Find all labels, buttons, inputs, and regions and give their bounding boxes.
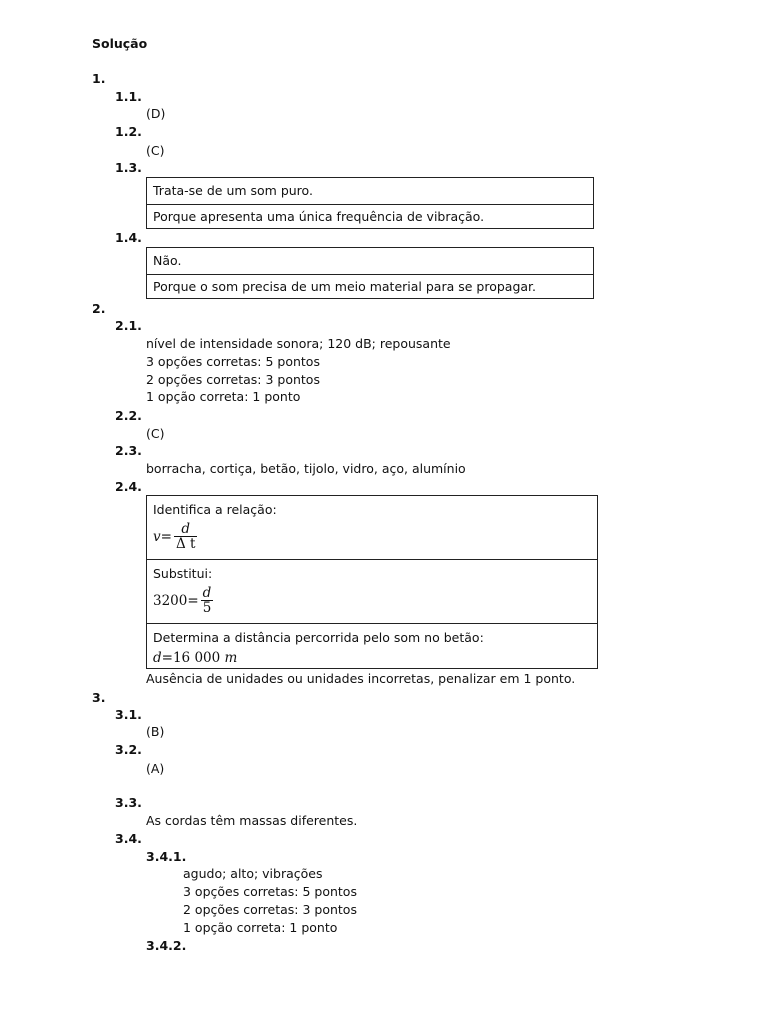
- page-title: Solução: [92, 36, 148, 51]
- q2-4-row-1-label: Identifica a relação:: [153, 502, 277, 517]
- q2-1-scoring-line: 3 opções corretas: 5 pontos: [146, 354, 320, 369]
- formula-lhs: d: [153, 650, 162, 666]
- fraction-denominator: 5: [202, 600, 212, 617]
- q1-3-row-2-text: Porque apresenta uma única frequência de vibração.: [153, 209, 485, 224]
- q1-1-number: 1.1.: [115, 89, 142, 104]
- q1-4-row-2-text: Porque o som precisa de um meio material para se propagar.: [153, 279, 537, 294]
- question-2-number: 2.: [92, 301, 106, 316]
- q2-3-answer: borracha, cortiça, betão, tijolo, vidro, aço, alumínio: [146, 461, 466, 476]
- fraction: [201, 586, 214, 615]
- q2-1-answer: nível de intensidade sonora; 120 dB; repousante: [146, 336, 451, 351]
- fraction-numerator: d: [202, 585, 212, 601]
- distance-unit: m: [224, 650, 238, 666]
- table-row: [147, 623, 597, 668]
- q2-4-note: Ausência de unidades ou unidades incorretas, penalizar em 1 ponto.: [146, 671, 576, 686]
- q3-4-1-scoring-line: 2 opções corretas: 3 pontos: [183, 902, 357, 917]
- q2-4-number: 2.4.: [115, 479, 142, 494]
- q1-4-row-1-text: Não.: [153, 253, 182, 268]
- q1-2-answer: (C): [146, 143, 165, 158]
- q1-3-row-1-text: Trata-se de um som puro.: [153, 183, 313, 198]
- table-row: [147, 204, 593, 228]
- q2-3-number: 2.3.: [115, 443, 142, 458]
- substitution-formula: [153, 586, 213, 615]
- table-row: [147, 248, 593, 274]
- q2-4-row-2-label: Substitui:: [153, 566, 213, 581]
- q2-4-answer-table: [146, 495, 598, 669]
- table-row: [147, 559, 597, 623]
- formula-lhs: 3200: [153, 592, 188, 609]
- q3-3-number: 3.3.: [115, 795, 142, 810]
- fraction: [174, 522, 197, 551]
- q2-4-row-3-label: Determina a distância percorrida pelo som no betão:: [153, 630, 484, 645]
- q3-4-2-number: 3.4.2.: [146, 938, 187, 953]
- q3-2-answer: (A): [146, 761, 165, 776]
- table-row: [147, 274, 593, 298]
- q3-4-1-answer: agudo; alto; vibrações: [183, 866, 323, 881]
- q3-4-number: 3.4.: [115, 831, 142, 846]
- fraction-numerator: d: [181, 521, 191, 537]
- q1-2-number: 1.2.: [115, 124, 142, 139]
- formula-lhs: v: [153, 528, 161, 545]
- q1-1-answer: (D): [146, 106, 166, 121]
- q2-1-number: 2.1.: [115, 318, 142, 333]
- question-1-number: 1.: [92, 71, 106, 86]
- equals-sign: =: [160, 528, 172, 545]
- equals-sign: =: [187, 592, 199, 609]
- q3-3-answer: As cordas têm massas diferentes.: [146, 813, 358, 828]
- distance-result: [153, 650, 237, 666]
- q3-1-answer: (B): [146, 724, 165, 739]
- distance-value: 16 000: [172, 650, 221, 666]
- q3-4-1-scoring-line: 1 opção correta: 1 ponto: [183, 920, 338, 935]
- q3-1-number: 3.1.: [115, 707, 142, 722]
- q1-4-number: 1.4.: [115, 230, 142, 245]
- velocity-formula: [153, 522, 197, 551]
- q2-1-scoring-line: 2 opções corretas: 3 pontos: [146, 372, 320, 387]
- q1-4-answer-table: [146, 247, 594, 299]
- fraction-denominator: Δ t: [175, 536, 196, 553]
- q2-1-scoring-line: 1 opção correta: 1 ponto: [146, 389, 301, 404]
- q1-3-number: 1.3.: [115, 160, 142, 175]
- question-3-number: 3.: [92, 690, 106, 705]
- equals-sign: =: [161, 650, 173, 666]
- table-row: [147, 496, 597, 559]
- q2-2-number: 2.2.: [115, 408, 142, 423]
- q2-2-answer: (C): [146, 426, 165, 441]
- table-row: [147, 178, 593, 204]
- q3-4-1-scoring-line: 3 opções corretas: 5 pontos: [183, 884, 357, 899]
- q3-4-1-number: 3.4.1.: [146, 849, 187, 864]
- q3-2-number: 3.2.: [115, 742, 142, 757]
- q1-3-answer-table: [146, 177, 594, 229]
